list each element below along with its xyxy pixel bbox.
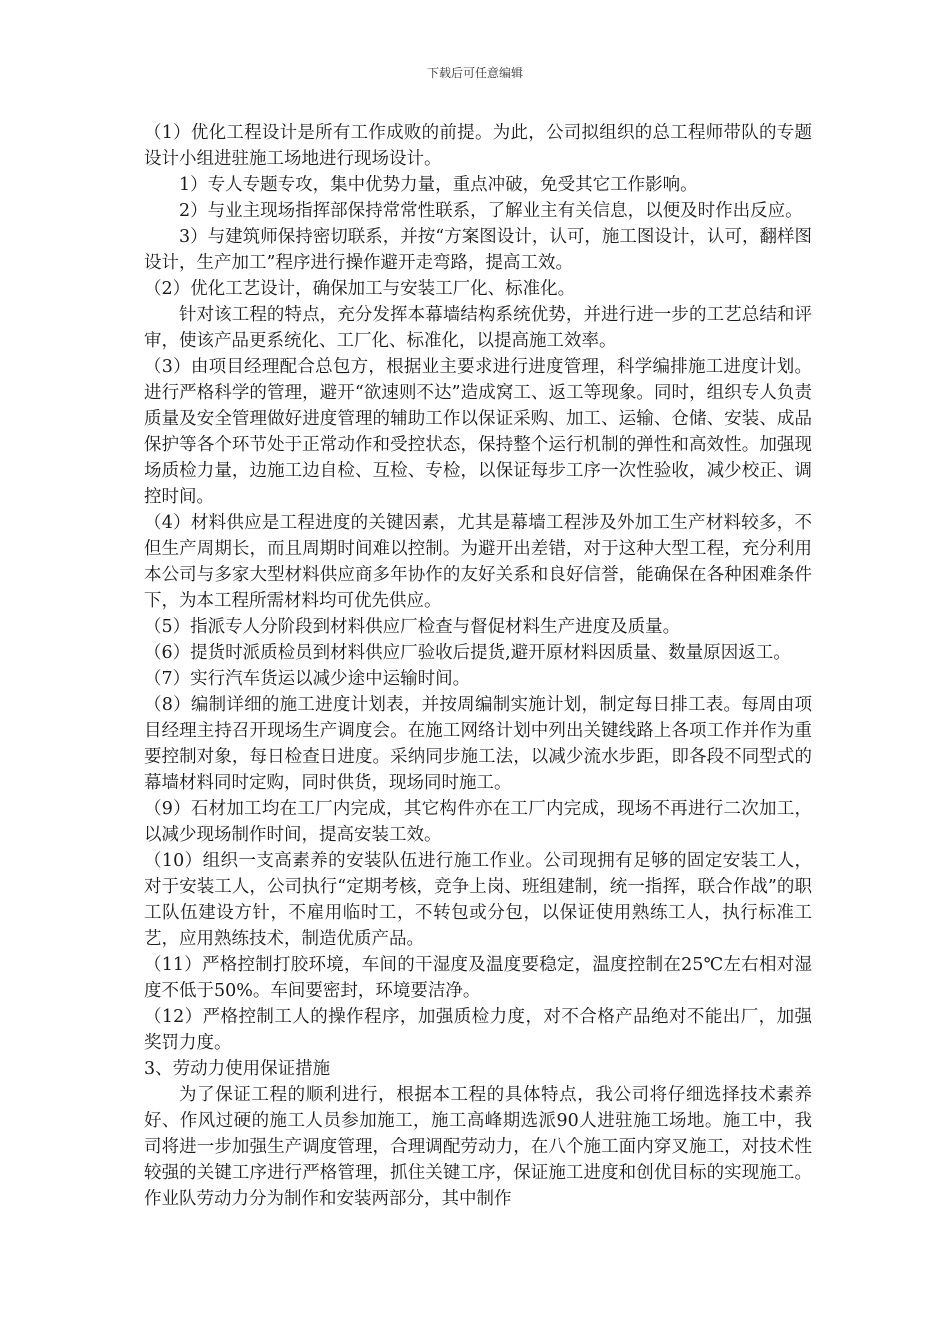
paragraph: 为了保证工程的顺利进行，根据本工程的具体特点，我公司将仔细选择技术素养好、作风过硬的施工人员参加施工，施工高峰期选派90人进驻施工场地。施工中，我司将进一步加强生产调度管理，合理调配劳动力，在八个施工面内穿叉施工，对技术性较强的关键工序进行严格管理，抓住关键工序，保证施工进度和创优目标的实现施工。作业队劳动力分为制作和安装两部分，其中制作 bbox=[144, 1085, 812, 1209]
paragraph: （1）优化工程设计是所有工作成败的前提。为此，公司拟组织的总工程师带队的专题设计小组进驻施工场地进行现场设计。 bbox=[144, 123, 812, 169]
paragraph: （5）指派专人分阶段到材料供应厂检查与督促材料生产进度及质量。 bbox=[144, 617, 681, 637]
paragraph: （8）编制详细的施工进度计划表，并按周编制实施计划，制定每日排工表。每周由项目经理主持召开现场生产调度会。在施工网络计划中列出关键线路上各项工作并作为重要控制对象，每日检查日进度。采纳同步施工法，以减少流水步距，即各段不同型式的幕墙材料同时定购，同时供货，现场同时施工。 bbox=[144, 695, 812, 793]
section-heading: 3、劳动力使用保证措施 bbox=[144, 1059, 331, 1079]
paragraph: 2）与业主现场指挥部保持常常性联系，了解业主有关信息，以便及时作出反应。 bbox=[179, 201, 803, 221]
paragraph: （9）石材加工均在工厂内完成，其它构件亦在工厂内完成，现场不再进行二次加工，以减少现场制作时间，提高安装工效。 bbox=[144, 799, 812, 845]
paragraph: 3）与建筑师保持密切联系，并按“方案图设计，认可，施工图设计，认可，翻样图设计，生产加工”程序进行操作避开走弯路，提高工效。 bbox=[144, 227, 812, 273]
paragraph: （3）由项目经理配合总包方，根据业主要求进行进度管理，科学编排施工进度计划。进行严格科学的管理，避开“欲速则不达”造成窝工、返工等现象。同时，组织专人负责质量及安全管理做好进度管理的辅助工作以保证采购、加工、运输、仓储、安装、成品保护等各个环节处于正常动作和受控状态，保持整个运行机制的弹性和高效性。加强现场质检力量，边施工边自检、互检、专检，以保证每步工序一次性验收，减少校正、调控时间。 bbox=[144, 357, 812, 507]
paragraph: （11）严格控制打胶环境，车间的干湿度及温度要稳定，温度控制在25℃左右相对湿度不低于50%。车间要密封，环境要洁净。 bbox=[144, 955, 812, 1001]
paragraph: 1）专人专题专攻，集中优势力量，重点冲破，免受其它工作影响。 bbox=[179, 175, 698, 195]
paragraph: （6）提货时派质检员到材料供应厂验收后提货,避开原材料因质量、数量原因返工。 bbox=[144, 643, 791, 663]
paragraph: 针对该工程的特点，充分发挥本幕墙结构系统优势，并进行进一步的工艺总结和评审，使该产品更系统化、工厂化、标准化，以提高施工效率。 bbox=[144, 305, 812, 351]
document-body bbox=[144, 120, 812, 1212]
paragraph: （12）严格控制工人的操作程序，加强质检力度，对不合格产品绝对不能出厂，加强奖罚力度。 bbox=[144, 1007, 812, 1053]
paragraph: （4）材料供应是工程进度的关键因素，尤其是幕墙工程涉及外加工生产材料较多，不但生产周期长，而且周期时间难以控制。为避开出差错，对于这种大型工程，充分利用本公司与多家大型材料供应商多年协作的友好关系和良好信誉，能确保在各种困难条件下，为本工程所需材料均可优先供应。 bbox=[144, 513, 812, 611]
page-header: 下载后可任意编辑 bbox=[426, 66, 523, 80]
paragraph: （10）组织一支高素养的安装队伍进行施工作业。公司现拥有足够的固定安装工人，对于安装工人，公司执行“定期考核，竞争上岗、班组建制，统一指挥，联合作战”的职工队伍建设方针，不雇用临时工，不转包或分包，以保证使用熟练工人，执行标准工艺，应用熟练技术，制造优质产品。 bbox=[144, 851, 812, 949]
paragraph: （7）实行汽车货运以减少途中运输时间。 bbox=[144, 669, 471, 689]
paragraph: （2）优化工艺设计，确保加工与安装工厂化、标准化。 bbox=[144, 279, 576, 299]
